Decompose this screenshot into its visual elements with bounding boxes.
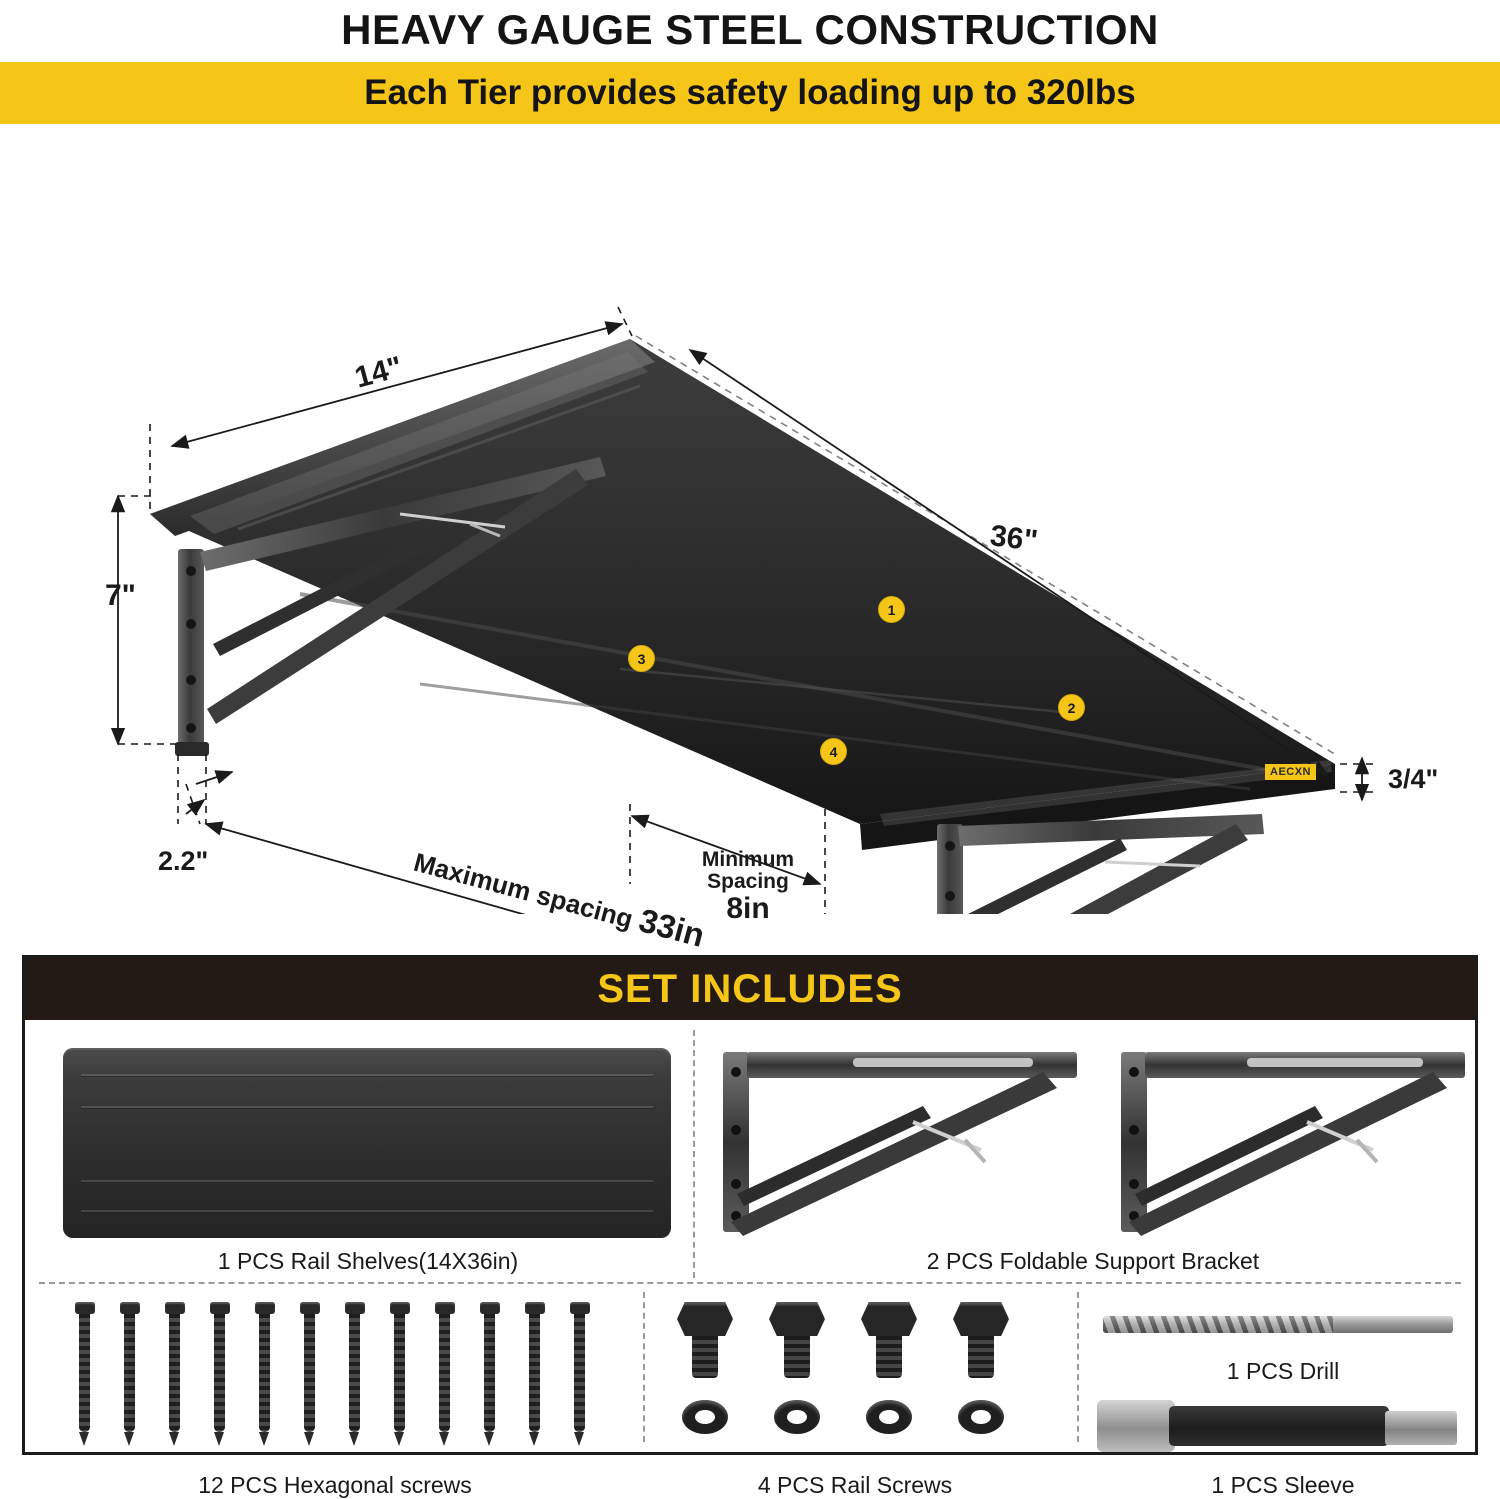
set-includes-panel <box>22 955 1478 1498</box>
divider-vertical-top <box>693 1030 695 1278</box>
dimension-label-length: 36" <box>988 519 1040 558</box>
divider-vertical-bottom-right <box>1077 1292 1079 1442</box>
divider-vertical-bottom-left <box>643 1292 645 1442</box>
minimum-spacing-line1: Minimum <box>701 848 795 871</box>
subtitle-text: Each Tier provides safety loading up to 320lbs <box>364 73 1136 112</box>
callout-badge-1: 1 <box>878 596 905 623</box>
rail-screws-image <box>665 1302 1055 1462</box>
drill-image <box>1103 1306 1463 1346</box>
foldable-bracket-caption: 2 PCS Foldable Support Bracket <box>926 1248 1260 1274</box>
dimension-label-bracket-width: 2.2" <box>158 846 209 876</box>
dimension-label-thickness: 3/4" <box>1388 764 1439 794</box>
set-includes-header <box>25 958 1475 1020</box>
rail-shelf-caption: 1 PCS Rail Shelves(14X36in) <box>217 1248 519 1274</box>
foldable-bracket-image <box>713 1044 1473 1259</box>
subtitle-band <box>0 62 1500 124</box>
callout-badge-4: 4 <box>820 738 847 765</box>
sleeve-caption: 1 PCS Sleeve <box>1211 1472 1355 1498</box>
hexagonal-screws-image <box>65 1302 625 1452</box>
set-includes-body <box>25 1020 1475 1498</box>
drill-caption: 1 PCS Drill <box>1226 1358 1340 1384</box>
sleeve-image <box>1097 1398 1467 1458</box>
dimension-label-height: 7" <box>105 579 136 612</box>
page-title: HEAVY GAUGE STEEL CONSTRUCTION <box>341 6 1159 53</box>
set-includes-title: SET INCLUDES <box>597 966 903 1011</box>
divider-horizontal <box>39 1282 1461 1284</box>
minimum-spacing-value: 8in <box>726 892 770 926</box>
brand-logo-tag: AECXN <box>1265 764 1316 780</box>
rail-screws-caption: 4 PCS Rail Screws <box>757 1472 953 1498</box>
hexagonal-screws-caption: 12 PCS Hexagonal screws <box>198 1472 472 1498</box>
dimension-label-depth: 14" <box>351 350 406 395</box>
diagram-vector <box>0 124 1500 914</box>
callout-badge-2: 2 <box>1058 694 1085 721</box>
maximum-spacing-value: 33in <box>635 901 709 955</box>
minimum-spacing-line2: Spacing <box>707 870 789 894</box>
product-dimension-diagram <box>0 124 1500 955</box>
maximum-spacing-text: Maximum spacing <box>410 846 637 935</box>
callout-badge-3: 3 <box>628 645 655 672</box>
rail-shelf-image <box>63 1048 671 1238</box>
